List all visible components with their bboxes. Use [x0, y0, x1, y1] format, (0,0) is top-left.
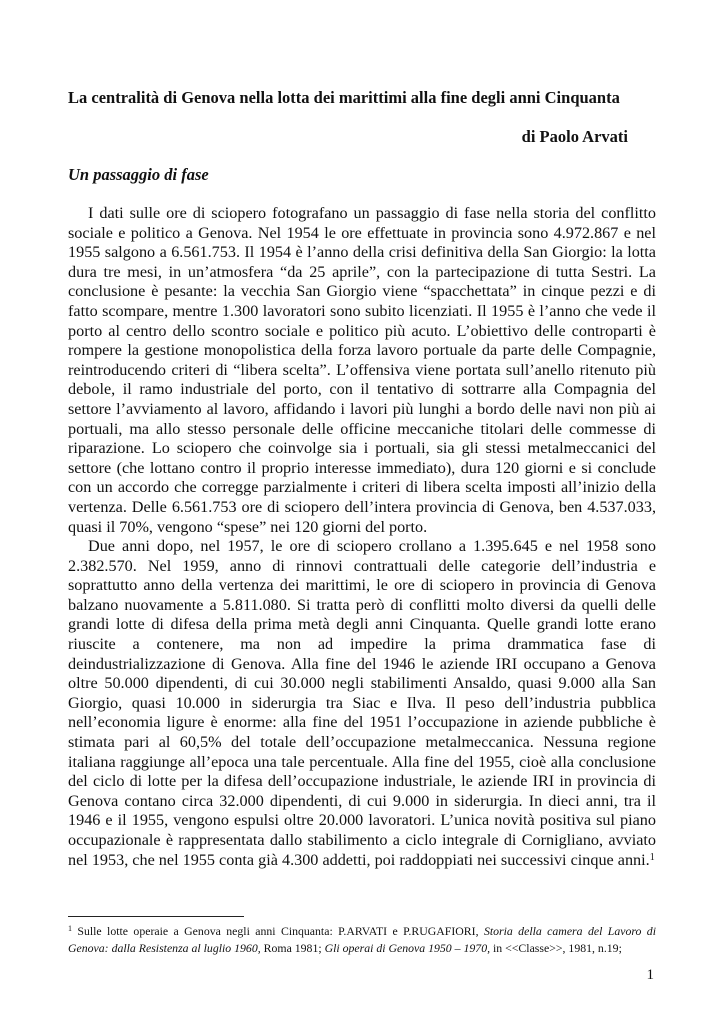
- footnote-title: Storia della camera del Lavoro di Genova: dalla Resistenza al luglio 1960,: [68, 924, 656, 955]
- footnote-text: in <<Classe>>, 1981, n.19;: [490, 941, 622, 955]
- footnote-title: Gli operai di Genova 1950 – 1970,: [324, 941, 491, 955]
- section-heading: Un passaggio di fase: [68, 165, 209, 184]
- author-byline: di Paolo Arvati: [521, 127, 628, 146]
- paragraph: [68, 204, 656, 537]
- paragraph: [68, 537, 656, 870]
- document-title: La centralità di Genova nella lotta dei marittimi alla fine degli anni Cinquanta: [68, 88, 620, 107]
- footnote-text: Sulle lotte operaie a Genova negli anni Cinquanta: P.ARVATI e P.RUGAFIORI,: [72, 924, 484, 938]
- paragraph-text: Due anni dopo, nel 1957, le ore di sciopero crollano a 1.395.645 e nel 1958 sono 2.382.570. Nel 1959, anno di rinnovi contrattuali delle categorie dell’industria e soprattutto anno della vertenza dei marittimi, le ore di sciopero in provincia di Genova balzano nuovamente a 5.811.080. Si tratta però di conflitti molto diversi da quelli delle grandi lotte di difesa della prima metà degli anni Cinquanta. Quelle grandi lotte erano riuscite a contenere, ma non ad impedire la prima drammatica fase di deindustrializzazione di Genova. Alla fine del 1946 le aziende IRI occupano a Genova oltre 50.000 dipendenti, di cui 30.000 negli stabilimenti Ansaldo, quasi 9.000 alla San Giorgio, quasi 10.000 in siderurgia tra Siac e Ilva. Il peso dell’industria pubblica nell’economia ligure è enorme: alla fine del 1951 l’occupazione in aziende pubbliche è stimata pari al 60,5% del totale dell’occupazione metalmeccanica. Nessuna regione italiana raggiunge all’epoca una tale percentuale. Alla fine del 1955, cioè alla conclusione del ciclo di lotte per la difesa dell’occupazione industriale, le aziende IRI in provincia di Genova contano circa 32.000 dipendenti, di cui 9.000 in siderurgia. In dieci anni, tra il 1946 e il 1955, vengono espulsi oltre 20.000 lavoratori. L’unica novità positiva sul piano occupazionale è rappresentata dallo stabilimento a ciclo integrale di Cornigliano, avviato nel 1953, che nel 1955 conta già 4.300 addetti, poi raddoppiati nei successivi cinque anni.: [68, 537, 656, 869]
- body-text: [68, 204, 656, 870]
- page-number: 1: [646, 967, 654, 983]
- footnote-reference[interactable]: 1: [649, 851, 655, 863]
- paragraph-text: I dati sulle ore di sciopero fotografano un passaggio di fase nella storia del conflitto sociale e politico a Genova. Nel 1954 le ore effettuate in provincia sono 4.972.867 e nel 1955 salgono a 6.561.753. Il 1954 è l’anno della crisi definitiva della San Giorgio: la lotta dura tre mesi, in un’atmosfera “da 25 aprile”, con la partecipazione di tutta Sestri. La conclusione è pesante: la vecchia San Giorgio viene “spacchettata” in cinque pezzi e di fatto scompare, mentre 1.300 lavoratori sono subito licenziati. Il 1955 è l’anno che vede il porto al centro dello scontro sociale e politico più acuto. L’obiettivo delle controparti è rompere la gestione monopolistica della forza lavoro portuale da parte delle Compagnie, reintroducendo criteri di “libera scelta”. L’offensiva viene portata sull’anello ritenuto più debole, il ramo industriale del porto, con il tentativo di sottrarre alla Compagnia del settore l’avviamento al lavoro, affidando i lavori più lunghi a bordo delle navi non più ai portuali, ma allo stesso personale delle officine meccaniche titolari delle commesse di riparazione. Lo sciopero che coinvolge sia i portuali, sia gli stessi metalmeccanici del settore (che lottano contro il proprio interesse immediato), dura 120 giorni e si conclude con un accordo che corregge parzialmente i criteri di libera scelta imposti all’inizio della vertenza. Delle 6.561.753 ore di sciopero dell’intera provincia di Genova, ben 4.537.033, quasi il 70%, vengono “spese” nei 120 giorni del porto.: [68, 204, 656, 536]
- footnote-separator: [68, 916, 244, 917]
- footnote-marker: 1: [68, 924, 72, 933]
- footnote: [68, 923, 656, 957]
- footnote-text: Roma 1981;: [260, 941, 325, 955]
